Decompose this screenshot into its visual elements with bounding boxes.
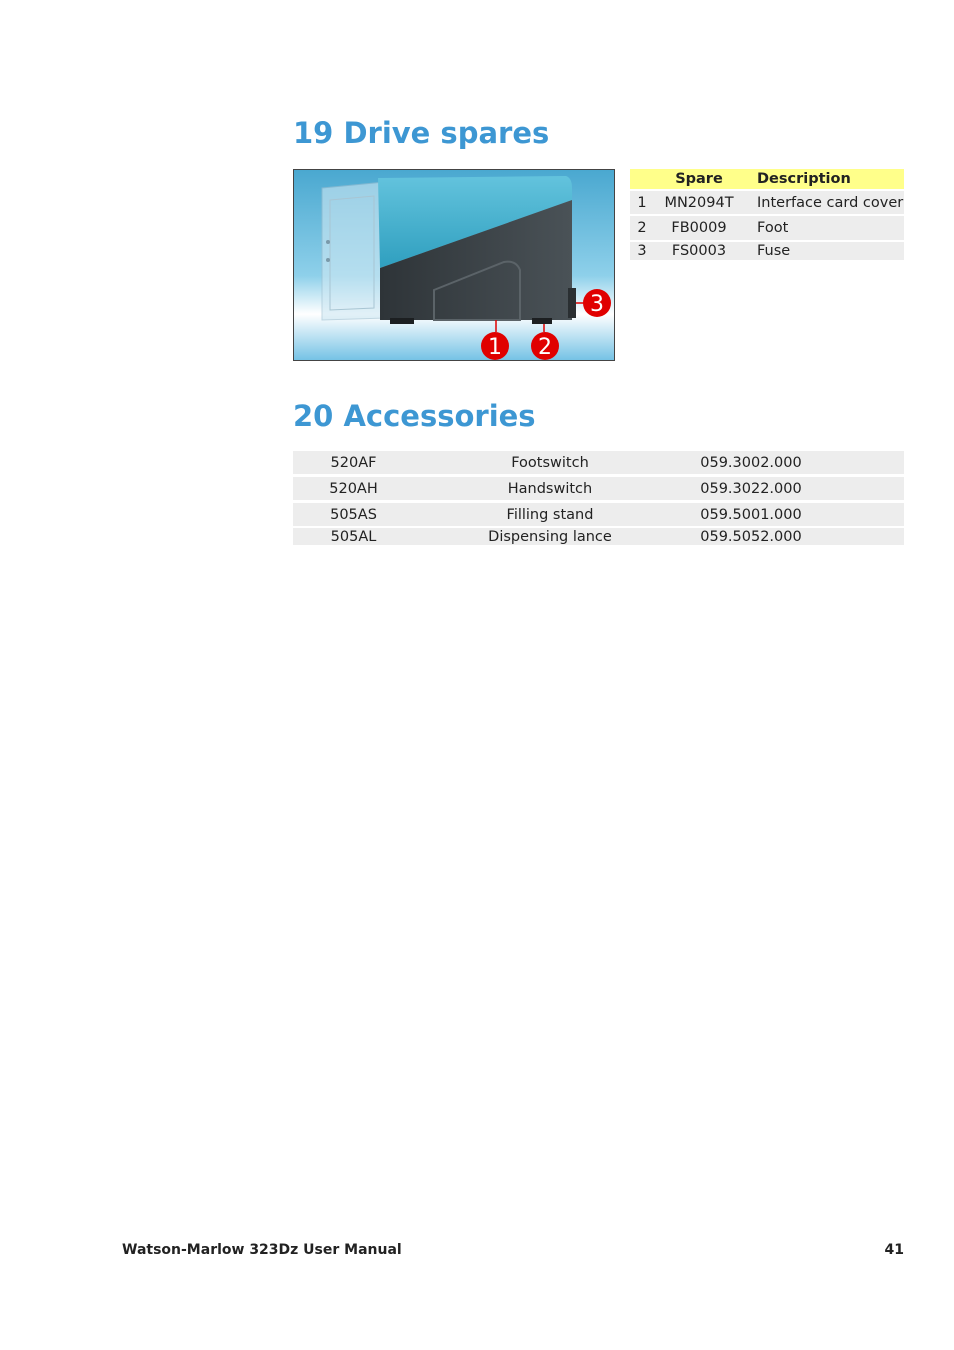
section-title-drive-spares: 19 Drive spares (293, 116, 550, 150)
svg-text:2: 2 (538, 335, 552, 360)
svg-text:3: 3 (590, 292, 604, 317)
table-row (630, 191, 904, 214)
accessory-part-number: 059.3002.000 (700, 454, 802, 471)
accessory-name: Dispensing lance (488, 528, 612, 545)
accessory-name: Footswitch (511, 454, 589, 471)
callout-1 (481, 332, 509, 360)
table-row (293, 503, 904, 526)
accessory-part-number: 059.3022.000 (700, 480, 802, 497)
drive-photo (293, 169, 615, 361)
spare-number: 2 (637, 220, 647, 236)
accessory-part-number: 059.5052.000 (700, 528, 802, 545)
section-title-accessories: 20 Accessories (293, 399, 536, 433)
accessory-name: Filling stand (506, 506, 594, 523)
accessory-code: 505AS (330, 506, 377, 523)
callout-3 (583, 289, 611, 317)
accessory-code: 520AH (329, 480, 378, 497)
header-description: Description (757, 171, 851, 187)
footer-manual-title: Watson-Marlow 323Dz User Manual (122, 1242, 402, 1258)
header-spare: Spare (675, 171, 723, 187)
accessories-table (293, 451, 904, 545)
table-row (293, 451, 904, 474)
table-row (630, 242, 904, 260)
table-row (293, 477, 904, 500)
drive-spares-table (630, 169, 904, 260)
accessory-name: Handswitch (507, 480, 593, 497)
spare-code: FS0003 (671, 243, 727, 259)
spare-description: Interface card cover (757, 194, 904, 211)
accessory-code: 505AL (330, 528, 377, 545)
spare-code: FB0009 (671, 220, 727, 236)
accessory-part-number: 059.5001.000 (700, 506, 802, 523)
table-header (630, 169, 904, 189)
table-row (630, 216, 904, 240)
callout-2 (531, 332, 559, 360)
table-row (293, 528, 904, 545)
spare-number: 1 (637, 194, 647, 211)
svg-text:1: 1 (488, 335, 502, 360)
spare-number: 3 (637, 243, 647, 259)
spare-code: MN2094T (664, 194, 734, 211)
spare-description: Foot (757, 220, 789, 236)
footer-page-number: 41 (884, 1242, 904, 1258)
accessory-code: 520AF (330, 454, 377, 471)
spare-description: Fuse (757, 243, 791, 259)
